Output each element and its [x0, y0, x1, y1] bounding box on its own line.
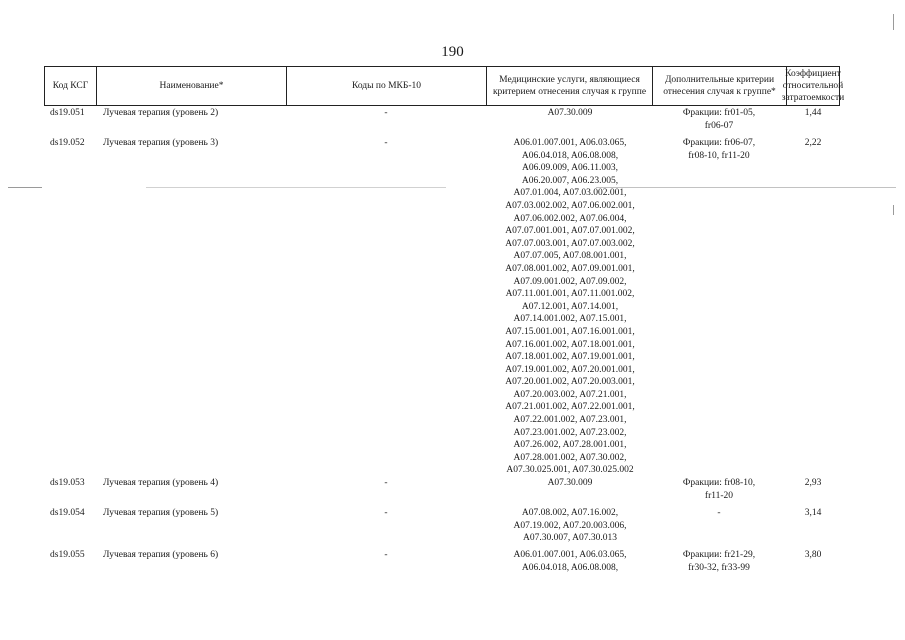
- row-services: [486, 477, 654, 490]
- cell-line: A07.19.001.002, A07.20.001.001,: [505, 364, 635, 375]
- table-header: [44, 66, 845, 106]
- cell-line: A07.30.009: [547, 478, 593, 488]
- header-criteria: Дополнительные критерии отнесения случая к группе*: [652, 67, 786, 105]
- row-coefficient: 2,22: [804, 138, 822, 148]
- row-mkb: -: [384, 108, 388, 118]
- row-name: Лучевая терапия (уровень 4): [103, 478, 219, 488]
- cell-line: A06.20.007, A06.23.005,: [521, 175, 619, 186]
- cell-line: A06.04.018, A06.08.008,: [521, 150, 619, 161]
- cell-line: fr11-20: [704, 490, 734, 501]
- row-services: [486, 107, 654, 120]
- cell-line: A06.01.007.001, A06.03.065,: [513, 550, 627, 560]
- cell-line: A07.06.002.002, A07.06.004,: [513, 213, 627, 224]
- cell-line: A07.14.001.002, A07.15.001,: [513, 314, 627, 325]
- cell-line: A07.21.001.002, A07.22.001.001,: [505, 402, 635, 413]
- cell-line: A07.30.009: [547, 108, 593, 118]
- cell-line: A07.20.001.002, A07.20.003.001,: [505, 377, 635, 388]
- cell-line: A06.04.018, A06.08.008,: [521, 562, 619, 573]
- header-services: Медицинские услуги, являющиеся критерием отнесения случая к группе: [486, 67, 652, 105]
- row-code: ds19.055: [50, 550, 85, 560]
- cell-line: A07.08.001.002, A07.09.001.001,: [505, 263, 635, 274]
- cell-line: A07.26.002, A07.28.001.001,: [513, 440, 627, 451]
- cell-line: -: [717, 508, 721, 518]
- cell-line: Фракции: fr08-10,: [682, 478, 756, 488]
- scan-artifact: [893, 205, 894, 215]
- cell-line: A07.09.001.002, A07.09.002,: [513, 276, 627, 287]
- cell-line: A07.12.001, A07.14.001,: [521, 301, 619, 312]
- cell-line: A07.07.001.001, A07.07.001.002,: [505, 226, 635, 237]
- row-coefficient: 1,44: [804, 108, 822, 118]
- row-code: ds19.054: [50, 508, 85, 518]
- scan-artifact: [8, 187, 42, 188]
- header-code: Код КСГ: [44, 67, 96, 105]
- row-mkb: -: [384, 138, 388, 148]
- scan-artifact: [596, 187, 896, 188]
- row-coefficient: 3,80: [804, 550, 822, 560]
- cell-line: Фракции: fr01-05,: [682, 108, 756, 118]
- cell-line: A07.23.001.002, A07.23.002,: [513, 427, 627, 438]
- cell-line: A07.20.003.002, A07.21.001,: [513, 389, 627, 400]
- cell-line: A07.18.001.002, A07.19.001.001,: [505, 352, 635, 363]
- row-criteria: [650, 107, 788, 132]
- row-name: Лучевая терапия (уровень 5): [103, 508, 219, 518]
- cell-line: Фракции: fr06-07,: [682, 138, 756, 148]
- cell-line: A06.01.007.001, A06.03.065,: [513, 138, 627, 148]
- row-criteria: [650, 507, 788, 520]
- cell-line: A07.03.002.002, A07.06.002.001,: [505, 200, 635, 211]
- page-number: 190: [441, 44, 464, 60]
- cell-line: A07.30.007, A07.30.013: [523, 533, 617, 544]
- row-mkb: -: [384, 478, 388, 488]
- row-criteria: [650, 549, 788, 574]
- cell-line: A07.08.002, A07.16.002,: [521, 508, 619, 518]
- scan-artifact: [893, 14, 894, 30]
- cell-line: A07.19.002, A07.20.003.006,: [513, 520, 627, 531]
- row-services: [486, 507, 654, 545]
- cell-line: fr30-32, fr33-99: [688, 562, 750, 573]
- row-criteria: [650, 477, 788, 502]
- cell-line: A07.15.001.001, A07.16.001.001,: [505, 326, 635, 337]
- cell-line: A07.22.001.002, A07.23.001,: [513, 415, 627, 426]
- header-mkb: Коды по МКБ-10: [286, 67, 486, 105]
- header-coefficient: Коэффициент относительной затратоемкости: [781, 69, 845, 103]
- header-name: Наименование*: [96, 67, 286, 105]
- cell-line: fr08-10, fr11-20: [688, 150, 750, 161]
- row-coefficient: 2,93: [804, 478, 822, 488]
- row-code: ds19.053: [50, 478, 85, 488]
- row-code: ds19.051: [50, 108, 85, 118]
- cell-line: A07.07.005, A07.08.001.001,: [513, 251, 627, 262]
- row-services: [486, 137, 654, 477]
- row-mkb: -: [384, 550, 388, 560]
- row-code: ds19.052: [50, 138, 85, 148]
- cell-line: fr06-07: [704, 120, 734, 131]
- cell-line: A07.16.001.002, A07.18.001.001,: [505, 339, 635, 350]
- cell-line: A07.11.001.001, A07.11.001.002,: [505, 289, 635, 300]
- cell-line: A06.09.009, A06.11.003,: [522, 163, 618, 174]
- row-criteria: [650, 137, 788, 162]
- cell-line: A07.28.001.002, A07.30.002,: [513, 452, 627, 463]
- row-services: [486, 549, 654, 574]
- row-name: Лучевая терапия (уровень 2): [103, 108, 219, 118]
- row-name: Лучевая терапия (уровень 3): [103, 138, 219, 148]
- cell-line: A07.30.025.001, A07.30.025.002: [506, 465, 634, 476]
- row-name: Лучевая терапия (уровень 6): [103, 550, 219, 560]
- cell-line: Фракции: fr21-29,: [682, 550, 756, 560]
- cell-line: A07.07.003.001, A07.07.003.002,: [505, 238, 635, 249]
- row-mkb: -: [384, 508, 388, 518]
- scan-artifact: [146, 187, 446, 188]
- cell-line: A07.01.004, A07.03.002.001,: [513, 188, 627, 199]
- row-coefficient: 3,14: [804, 508, 822, 518]
